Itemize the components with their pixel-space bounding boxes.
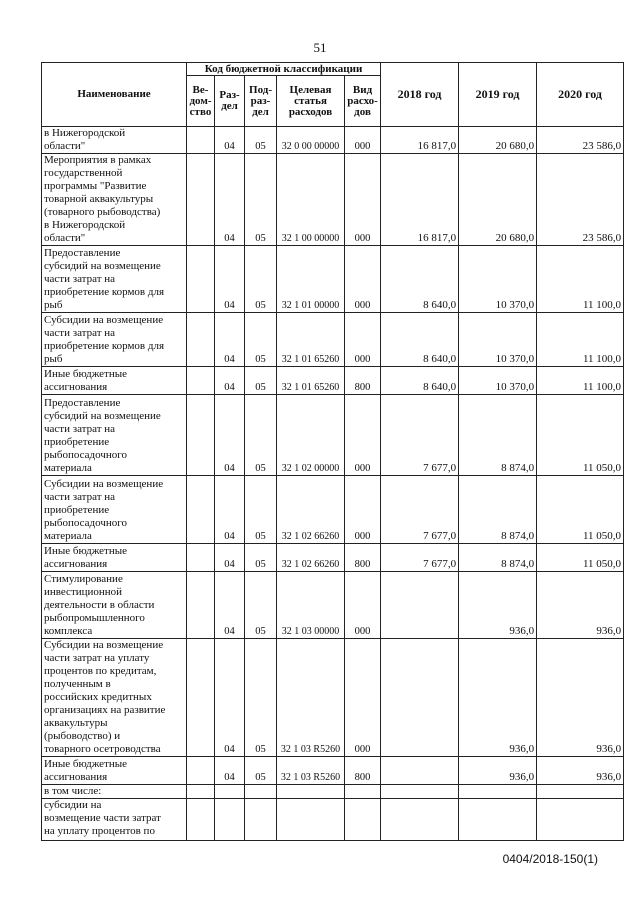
row-target: 32 1 02 66260	[277, 544, 345, 572]
row-name: Иные бюджетные ассигнования	[42, 544, 187, 572]
row-vedomstvo	[187, 313, 215, 367]
row-2019: 8 874,0	[459, 476, 537, 544]
row-target: 32 1 03 R5260	[277, 639, 345, 757]
row-2018: 7 677,0	[381, 395, 459, 476]
row-vid: 800	[345, 367, 381, 395]
row-vedomstvo	[187, 246, 215, 313]
row-razdel: 04	[215, 757, 245, 785]
row-2020: 11 100,0	[537, 246, 624, 313]
row-vid: 000	[345, 476, 381, 544]
header-2019: 2019 год	[459, 63, 537, 127]
row-2018: 16 817,0	[381, 154, 459, 246]
row-vid: 000	[345, 395, 381, 476]
row-razdel: 04	[215, 572, 245, 639]
row-2020: 936,0	[537, 639, 624, 757]
header-vid: Вид расхо- дов	[345, 76, 381, 127]
table-row	[42, 757, 624, 785]
row-podrazdel: 05	[245, 476, 277, 544]
row-vid: 000	[345, 154, 381, 246]
row-2018: 7 677,0	[381, 544, 459, 572]
row-podrazdel: 05	[245, 544, 277, 572]
row-2020: 11 050,0	[537, 544, 624, 572]
row-2020: 11 050,0	[537, 476, 624, 544]
document-code: 0404/2018-150(1)	[502, 852, 598, 866]
row-vid	[345, 785, 381, 799]
row-vid: 800	[345, 544, 381, 572]
budget-table	[41, 62, 624, 841]
row-name: Субсидии на возмещение части затрат на приобретение рыбопосадочного материала	[42, 476, 187, 544]
row-vedomstvo	[187, 785, 215, 799]
row-vid: 000	[345, 313, 381, 367]
header-2018: 2018 год	[381, 63, 459, 127]
row-vedomstvo	[187, 799, 215, 841]
row-2019	[459, 799, 537, 841]
row-razdel: 04	[215, 395, 245, 476]
row-razdel: 04	[215, 639, 245, 757]
table-row	[42, 313, 624, 367]
row-2019: 20 680,0	[459, 154, 537, 246]
table-row	[42, 127, 624, 154]
row-target: 32 1 01 65260	[277, 313, 345, 367]
row-podrazdel	[245, 785, 277, 799]
row-2019: 936,0	[459, 639, 537, 757]
row-vedomstvo	[187, 154, 215, 246]
table-row	[42, 785, 624, 799]
row-vedomstvo	[187, 544, 215, 572]
row-2018	[381, 639, 459, 757]
row-2019: 8 874,0	[459, 395, 537, 476]
row-target: 32 1 03 00000	[277, 572, 345, 639]
row-vid	[345, 799, 381, 841]
table-row	[42, 476, 624, 544]
row-name: Субсидии на возмещение части затрат на уплату процентов по кредитам, полученным в российских кредитных организациях на развитие аквакультуры (рыбоводство) и товарного осетроводства	[42, 639, 187, 757]
table-row	[42, 572, 624, 639]
row-podrazdel: 05	[245, 639, 277, 757]
row-razdel	[215, 785, 245, 799]
row-name: в Нижегородской области"	[42, 127, 187, 154]
row-vid: 000	[345, 246, 381, 313]
table-row	[42, 544, 624, 572]
row-razdel: 04	[215, 127, 245, 154]
row-2018: 8 640,0	[381, 367, 459, 395]
row-razdel: 04	[215, 367, 245, 395]
row-2020: 23 586,0	[537, 127, 624, 154]
row-2020	[537, 799, 624, 841]
header-name: Наименование	[42, 63, 187, 127]
row-name: Предоставление субсидий на возмещение части затрат на приобретение кормов для рыб	[42, 246, 187, 313]
row-razdel	[215, 799, 245, 841]
row-2019: 936,0	[459, 572, 537, 639]
row-target: 32 0 00 00000	[277, 127, 345, 154]
row-2018	[381, 785, 459, 799]
row-name: Иные бюджетные ассигнования	[42, 367, 187, 395]
row-2019: 20 680,0	[459, 127, 537, 154]
row-2019: 10 370,0	[459, 313, 537, 367]
row-2018	[381, 572, 459, 639]
row-name: Мероприятия в рамках государственной программы "Развитие товарной аквакультуры (товарного рыбоводства) в Нижегородской области"	[42, 154, 187, 246]
row-target: 32 1 02 66260	[277, 476, 345, 544]
row-vid: 000	[345, 572, 381, 639]
row-name: субсидии на возмещение части затрат на уплату процентов по	[42, 799, 187, 841]
row-razdel: 04	[215, 544, 245, 572]
row-razdel: 04	[215, 476, 245, 544]
row-2020: 11 100,0	[537, 367, 624, 395]
row-2018: 8 640,0	[381, 313, 459, 367]
table-row	[42, 395, 624, 476]
table-row	[42, 154, 624, 246]
table-row	[42, 246, 624, 313]
header-podrazdel: Под- раз- дел	[245, 76, 277, 127]
row-podrazdel: 05	[245, 572, 277, 639]
page-number: 51	[313, 40, 327, 55]
header-budget-code-group: Код бюджетной классификации	[187, 63, 381, 76]
row-2020: 11 100,0	[537, 313, 624, 367]
row-name: Предоставление субсидий на возмещение части затрат на приобретение рыбопосадочного материала	[42, 395, 187, 476]
row-target: 32 1 02 00000	[277, 395, 345, 476]
row-podrazdel	[245, 799, 277, 841]
row-podrazdel: 05	[245, 154, 277, 246]
table-row	[42, 799, 624, 841]
header-razdel: Раз- дел	[215, 76, 245, 127]
row-2020: 936,0	[537, 757, 624, 785]
header-target: Целевая статья расходов	[277, 76, 345, 127]
row-vedomstvo	[187, 639, 215, 757]
row-target: 32 1 03 R5260	[277, 757, 345, 785]
row-2018	[381, 799, 459, 841]
row-vedomstvo	[187, 476, 215, 544]
row-2020	[537, 785, 624, 799]
row-name: Стимулирование инвестиционной деятельности в области рыбопромышленного комплекса	[42, 572, 187, 639]
row-podrazdel: 05	[245, 395, 277, 476]
row-2020: 936,0	[537, 572, 624, 639]
row-razdel: 04	[215, 154, 245, 246]
row-2020: 23 586,0	[537, 154, 624, 246]
row-2018: 7 677,0	[381, 476, 459, 544]
table-row	[42, 639, 624, 757]
row-target	[277, 799, 345, 841]
row-vid: 800	[345, 757, 381, 785]
row-2020: 11 050,0	[537, 395, 624, 476]
row-vid: 000	[345, 127, 381, 154]
row-razdel: 04	[215, 246, 245, 313]
table-row	[42, 367, 624, 395]
row-name: Субсидии на возмещение части затрат на приобретение кормов для рыб	[42, 313, 187, 367]
row-vedomstvo	[187, 127, 215, 154]
row-name: в том числе:	[42, 785, 187, 799]
row-vedomstvo	[187, 367, 215, 395]
row-podrazdel: 05	[245, 246, 277, 313]
row-2018: 8 640,0	[381, 246, 459, 313]
row-target: 32 1 01 00000	[277, 246, 345, 313]
row-2019: 8 874,0	[459, 544, 537, 572]
row-2019: 10 370,0	[459, 246, 537, 313]
row-2019: 10 370,0	[459, 367, 537, 395]
row-target	[277, 785, 345, 799]
row-podrazdel: 05	[245, 757, 277, 785]
row-target: 32 1 01 65260	[277, 367, 345, 395]
row-2018	[381, 757, 459, 785]
row-2019: 936,0	[459, 757, 537, 785]
row-vedomstvo	[187, 757, 215, 785]
row-name: Иные бюджетные ассигнования	[42, 757, 187, 785]
row-2019	[459, 785, 537, 799]
row-vid: 000	[345, 639, 381, 757]
row-podrazdel: 05	[245, 127, 277, 154]
header-vedomstvo: Ве- дом- ство	[187, 76, 215, 127]
row-podrazdel: 05	[245, 313, 277, 367]
row-podrazdel: 05	[245, 367, 277, 395]
row-2018: 16 817,0	[381, 127, 459, 154]
row-vedomstvo	[187, 572, 215, 639]
row-razdel: 04	[215, 313, 245, 367]
row-target: 32 1 00 00000	[277, 154, 345, 246]
header-2020: 2020 год	[537, 63, 624, 127]
row-vedomstvo	[187, 395, 215, 476]
